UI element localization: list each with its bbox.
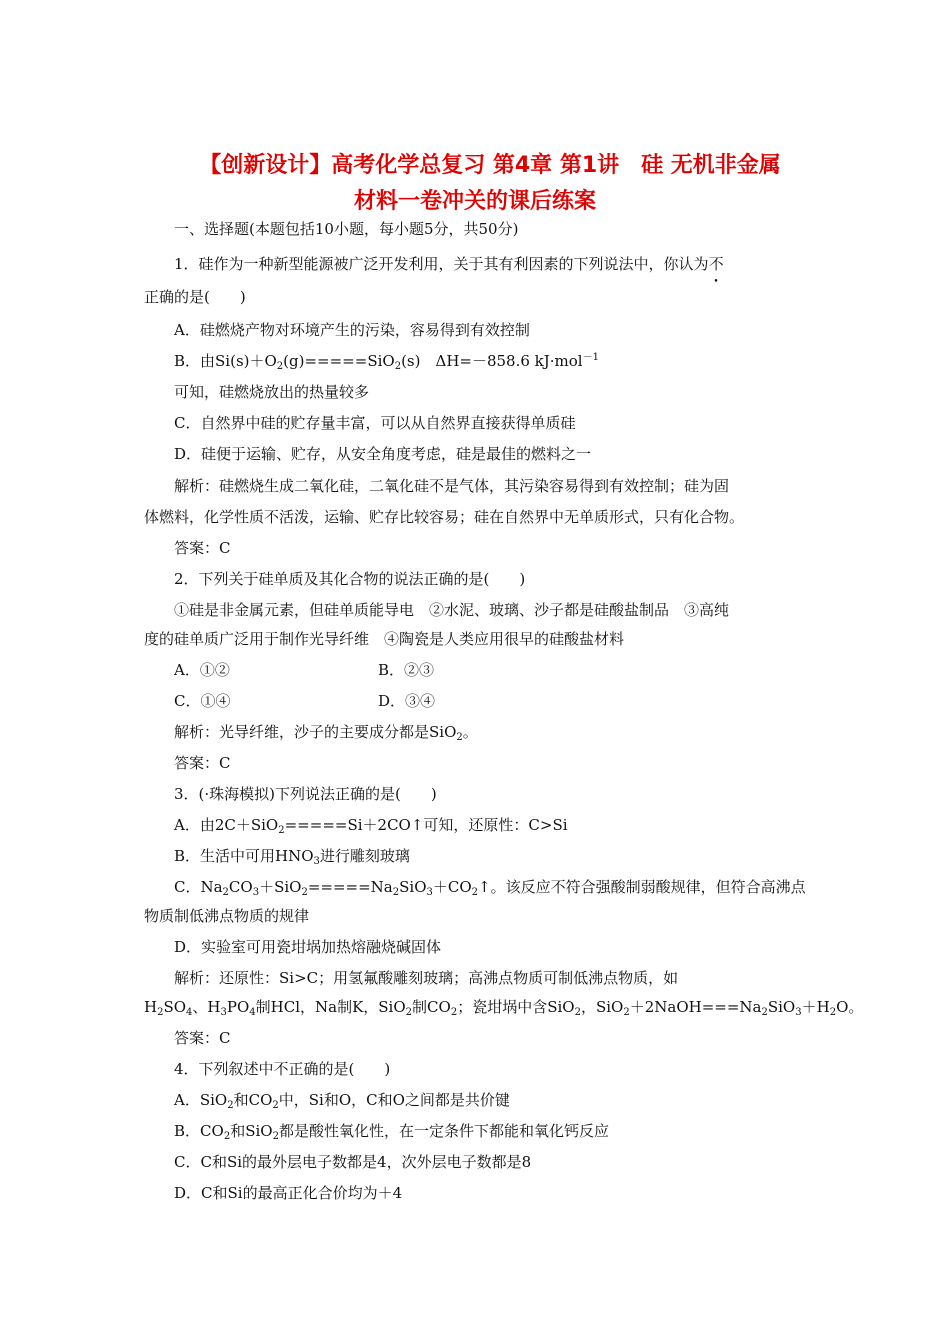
q1-option-b-cont: 可知，硅燃烧放出的热量较多 bbox=[174, 383, 370, 401]
q2-option-d: D．③④ bbox=[378, 692, 436, 710]
q1-answer: 答案：C bbox=[174, 539, 231, 557]
q1-option-d: D．硅便于运输、贮存，从安全角度考虑，硅是最佳的燃料之一 bbox=[174, 445, 592, 463]
q3-answer: 答案：C bbox=[174, 1029, 231, 1047]
q4-option-b: B．$CO_2$和SiO$_2$都是酸性氧化性，在一定条件下都能和氧化钙反应 bbox=[174, 1122, 609, 1142]
q1-option-c: C．自然界中硅的贮存量丰富，可以从自然界直接获得单质硅 bbox=[174, 414, 576, 432]
q3-option-b: B．生活中可用$HNO_3$进行雕刻玻璃 bbox=[174, 847, 410, 867]
q1-analysis-line2: 体燃料，化学性质不活泼，运输、贮存比较容易；硅在自然界中无单质形式，只有化合物。 bbox=[144, 508, 745, 526]
q2-options-row1 bbox=[174, 659, 842, 681]
q1-option-b: B．由$Si(s)+O_2(g)=====SiO_2(s)$ ΔH=－858.6 kJ·mol$^{-1}$ bbox=[174, 352, 599, 372]
q3-analysis-line2: $H_2SO_4$、$H_3PO_4$制HCl，Na制K，SiO$_2$制$CO_2$；瓷坩埚中含SiO$_2$，$SiO_2+2NaOH===Na_2SiO_3+H_2O$。 bbox=[144, 998, 864, 1018]
q4-option-c: C．C和Si的最外层电子数都是4，次外层电子数都是8 bbox=[174, 1153, 532, 1171]
q2-items-line2: 度的硅单质广泛用于制作光导纤维 ④陶瓷是人类应用很早的硅酸盐材料 bbox=[144, 630, 625, 648]
q3-option-c: C．$Na_2CO_3+SiO_2=====Na_2SiO_3+CO_2↑$。该反应不符合强酸制弱酸规律，但符合高沸点 bbox=[174, 878, 806, 898]
q2-option-c: C．①④ bbox=[174, 692, 231, 710]
q3-option-d: D．实验室可用瓷坩埚加热熔融烧碱固体 bbox=[174, 938, 442, 956]
q1-analysis-line1: 解析：硅燃烧生成二氧化硅，二氧化硅不是气体，其污染容易得到有效控制；硅为固 bbox=[174, 477, 730, 495]
q1-stem-cont: 正确的是( ) bbox=[144, 288, 246, 306]
q2-items-line1: ①硅是非金属元素，但硅单质能导电 ②水泥、玻璃、沙子都是硅酸盐制品 ③高纯 bbox=[174, 601, 730, 619]
document-title-line2: 材料一卷冲关的课后练案 bbox=[353, 189, 596, 214]
q1-stem: 1．硅作为一种新型能源被广泛开发利用，关于其有利因素的下列说法中，你认为不 bbox=[174, 255, 724, 273]
q4-option-d: D．C和Si的最高正化合价均为＋4 bbox=[174, 1184, 403, 1202]
q3-option-a: A．由2C＋SiO$_2$=====Si＋2CO↑可知，还原性：C>Si bbox=[174, 816, 568, 836]
q3-stem: 3．(·珠海模拟)下列说法正确的是( ) bbox=[174, 785, 437, 803]
q1-option-a: A．硅燃烧产物对环境产生的污染，容易得到有效控制 bbox=[174, 321, 530, 339]
q3-analysis-line1: 解析：还原性：Si>C；用氢氟酸雕刻玻璃；高沸点物质可制低沸点物质，如 bbox=[174, 969, 679, 987]
q4-stem: 4．下列叙述中不正确的是( ) bbox=[174, 1060, 391, 1078]
q4-option-a: A．SiO$_2$和$CO_2$中，Si和O，C和O之间都是共价键 bbox=[174, 1091, 510, 1111]
emphasis-not: 不 bbox=[708, 255, 724, 273]
q2-stem: 2．下列关于硅单质及其化合物的说法正确的是( ) bbox=[174, 570, 526, 588]
document-title-line1: 【创新设计】高考化学总复习 第4章 第1讲 硅 无机非金属 bbox=[199, 153, 781, 178]
q2-answer: 答案：C bbox=[174, 754, 231, 772]
q2-option-a: A．①② bbox=[174, 661, 230, 679]
q3-option-c-cont: 物质制低沸点物质的规律 bbox=[144, 907, 310, 925]
q2-option-b: B．②③ bbox=[378, 661, 435, 679]
q2-options-row2 bbox=[174, 690, 842, 712]
q2-analysis: 解析：光导纤维，沙子的主要成分都是SiO$_2$。 bbox=[174, 723, 478, 743]
section-heading: 一、选择题(本题包括10小题，每小题5分，共50分) bbox=[174, 220, 519, 238]
